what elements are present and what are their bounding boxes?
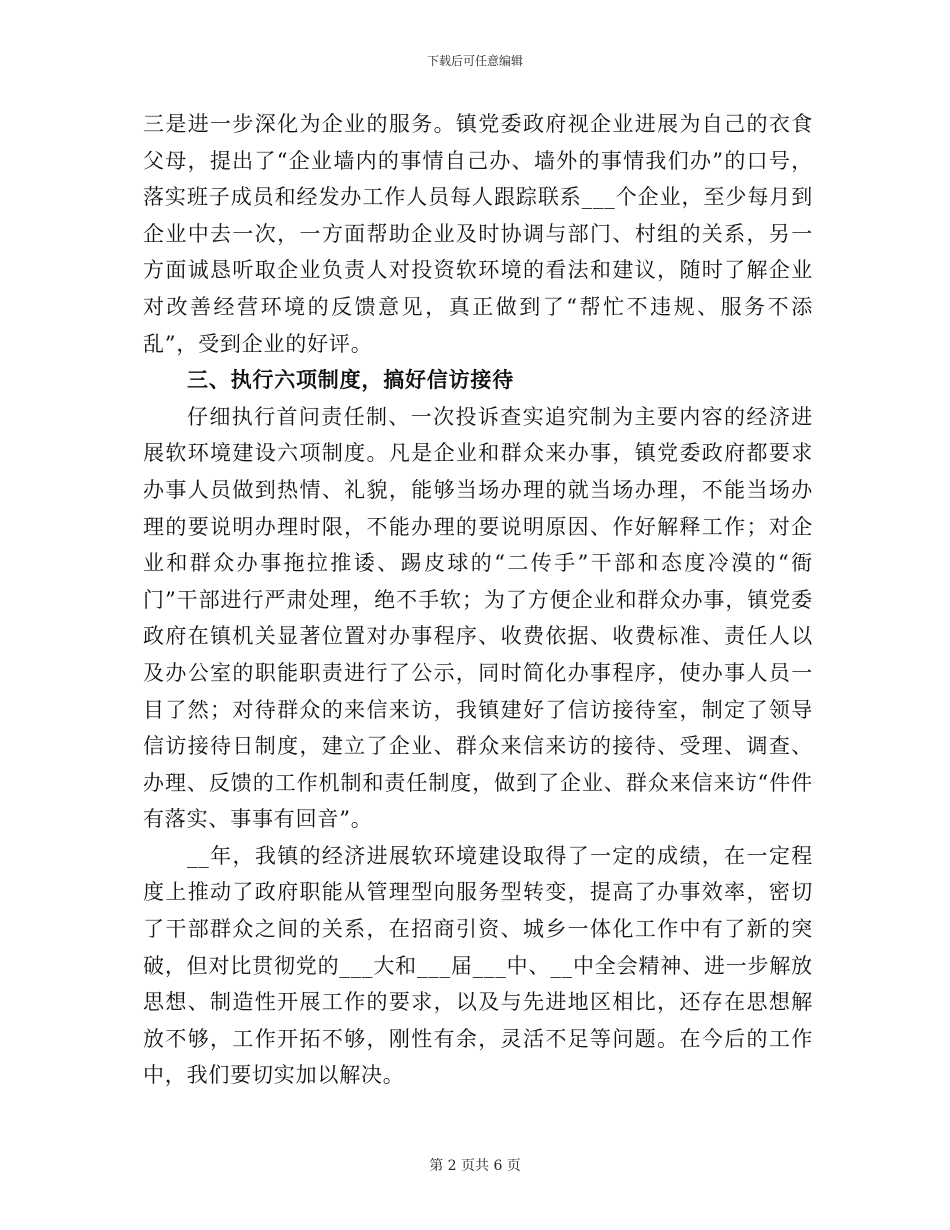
page-footer: 第 2 页共 6 页 [429, 1158, 521, 1174]
page-header: 下载后可任意编辑 [426, 54, 523, 68]
paragraph-system: 仔细执行首问责任制、一次投诉查实追究制为主要内容的经济进展软环境建设六项制度。凡是企业和群众来办事，镇党委政府都要求办事人员做到热情、礼貌，能够当场办理的就当场办理，不能当场办理的要说明办理时限，不能办理的要说明原因、作好解释工作；对企业和群众办事拖拉推诿、踢皮球的“二传手”干部和态度冷漠的“衙门”干部进行严肃处理，绝不手软；为了方便企业和群众办事，镇党委政府在镇机关显著位置对办事程序、收费依据、收费标准、责任人以及办公室的职能职责进行了公示，同时简化办事程序，使办事人员一目了然；对待群众的来信来访，我镇建好了信访接待室，制定了领导信访接待日制度，建立了企业、群众来信来访的接待、受理、调查、办理、反馈的工作机制和责任制度，做到了企业、群众来信来访“件件有落实、事事有回音”。 [143, 404, 813, 832]
page-content [143, 106, 813, 1094]
section-heading: 三、执行六项制度，搞好信访接待 [187, 368, 514, 393]
paragraph-service: 三是进一步深化为企业的服务。镇党委政府视企业进展为自己的衣食父母，提出了“企业墙内的事情自己办、墙外的事情我们办”的口号，落实班子成员和经发办工作人员每人跟踪联系___个企业，至少每月到企业中去一次，一方面帮助企业及时协调与部门、村组的关系，另一方面诚恳听取企业负责人对投资软环境的看法和建议，随时了解企业对改善经营环境的反馈意见，真正做到了“帮忙不违规、服务不添乱”，受到企业的好评。 [143, 112, 813, 356]
paragraph-summary: __年，我镇的经济进展软环境建设取得了一定的成绩，在一定程度上推动了政府职能从管理型向服务型转变，提高了办事效率，密切了干部群众之间的关系，在招商引资、城乡一体化工作中有了新的突破，但对比贯彻党的___大和___届___中、__中全会精神、进一步解放思想、制造性开展工作的要求，以及与先进地区相比，还存在思想解放不够，工作开拓不够，刚性有余，灵活不足等问题。在今后的工作中，我们要切实加以解决。 [143, 843, 813, 1088]
